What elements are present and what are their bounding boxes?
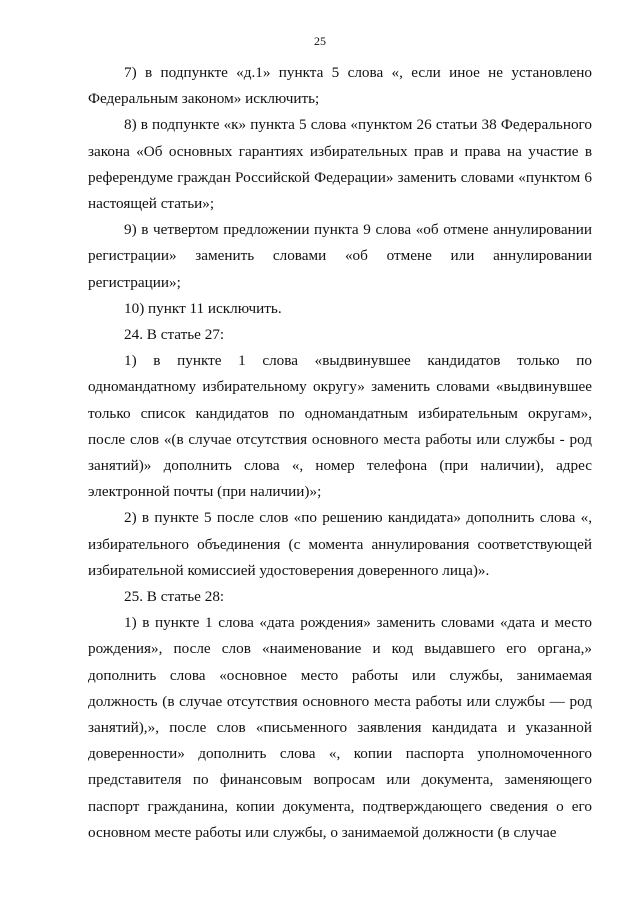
paragraph-item-7: 7) в подпункте «д.1» пункта 5 слова «, если иное не установлено Федеральным законом» исключить; [88, 64, 592, 108]
page-number: 25 [314, 34, 326, 48]
paragraph-25-item-1: 1) в пункте 1 слова «дата рождения» заменить словами «дата и место рождения», после слов «наименование и код выдавшего его органа,» дополнить слова «основное место работы или службы, занимаемая должность (в случае отсутствия основного места работы или службы — род занятий),», после слов «письменного заявления кандидата и указанной доверенности» дополнить слова «, копии паспорта уполномоченного представителя по финансовым вопросам или документа, заменяющего паспорт гражданина, копии документа, подтверждающего сведения о его основном месте работы или службы, о занимаемой должности (в случае [88, 614, 592, 841]
paragraph-24-item-2: 2) в пункте 5 после слов «по решению кандидата» дополнить слова «, избирательного объединения (с момента аннулирования соответствующей избирательной комиссией удостоверения доверенного лица)». [88, 509, 592, 579]
document-body [88, 60, 592, 846]
paragraph-item-9: 9) в четвертом предложении пункта 9 слова «об отмене аннулировании регистрации» заменить словами «об отмене или аннулировании регистрации»; [88, 221, 592, 291]
paragraph-item-10: 10) пункт 11 исключить. [124, 299, 282, 317]
section-heading-24: 24. В статье 27: [124, 326, 225, 344]
paragraph-24-item-1: 1) в пункте 1 слова «выдвинувшее кандидатов только по одномандатному избирательному округу» заменить словами «выдвинувшее только список кандидатов по одномандатным избирательным округам», после слов «(в случае отсутствия основного места работы или службы - род занятий)» дополнить слова «, номер телефона (при наличии), адрес электронной почты (при наличии)»; [88, 352, 592, 501]
section-heading-25: 25. В статье 28: [124, 588, 225, 606]
paragraph-item-8: 8) в подпункте «к» пункта 5 слова «пунктом 26 статьи 38 Федерального закона «Об основных гарантиях избирательных прав и права на участие в референдуме граждан Российской Федерации» заменить словами «пунктом 6 настоящей статьи»; [88, 116, 592, 213]
